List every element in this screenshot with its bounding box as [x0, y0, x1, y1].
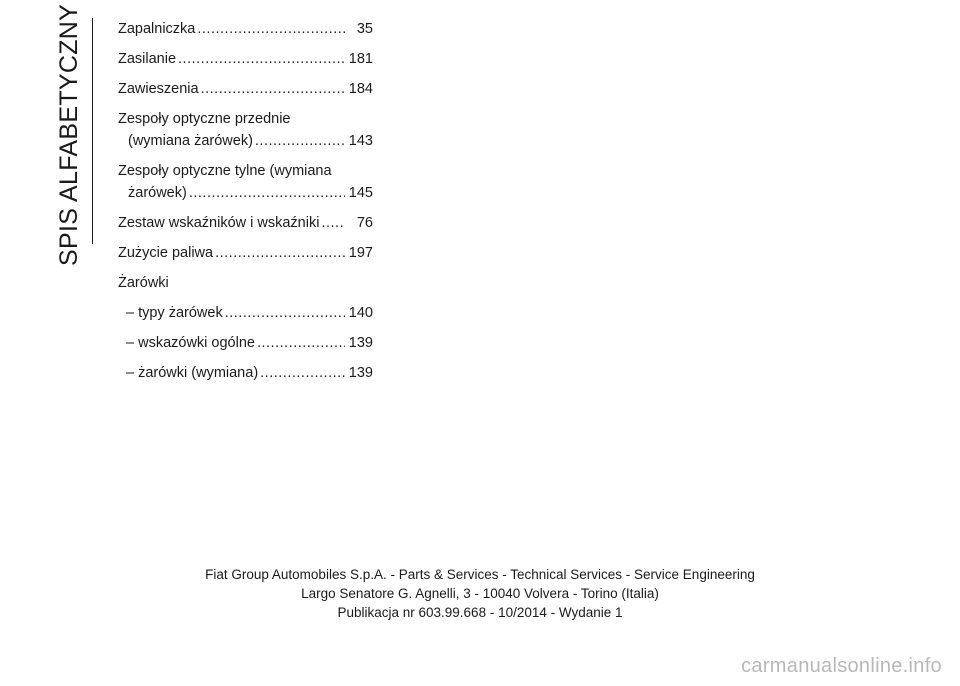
index-subentry[interactable]: [118, 302, 373, 324]
entry-label: Zespoły optyczne przednie: [118, 111, 291, 127]
index-heading-zarowki: Żarówki: [118, 275, 169, 291]
entry-label: – typy żarówek: [126, 305, 223, 321]
entry-page: 139: [348, 335, 373, 351]
section-title-vertical: SPIS ALFABETYCZNY: [55, 3, 83, 266]
entry-label: Zapalniczka: [118, 21, 196, 37]
entry-page: 184: [348, 81, 373, 97]
entry-label: Zestaw wskaźników i wskaźniki: [118, 215, 320, 231]
index-entry-zespoly-przednie[interactable]: [118, 108, 373, 152]
index-entry-zuzycie[interactable]: [118, 242, 373, 264]
footer-line-publication: Publikacja nr 603.99.668 - 10/2014 - Wydanie 1: [337, 605, 623, 620]
leader-dots: [197, 18, 345, 40]
leader-dots: [201, 78, 345, 100]
entry-page: 197: [348, 245, 373, 261]
footer-line-address: Largo Senatore G. Agnelli, 3 - 10040 Volvera - Torino (Italia): [301, 586, 659, 601]
entry-page: 139: [348, 365, 373, 381]
entry-label: Zawieszenia: [118, 81, 199, 97]
entry-page: 145: [348, 185, 373, 201]
entry-label-continued: żarówek): [128, 185, 187, 201]
leader-dots: [257, 332, 345, 354]
entry-page: 35: [356, 21, 373, 37]
entry-label-continued: (wymiana żarówek): [128, 133, 253, 149]
publisher-footer: [140, 565, 820, 622]
section-divider: [92, 18, 93, 244]
index-subentry[interactable]: [118, 362, 373, 384]
leader-dots: [260, 362, 345, 384]
index-entry-zawieszenia[interactable]: [118, 78, 373, 100]
entry-label: Zespoły optyczne tylne (wymiana: [118, 163, 332, 179]
leader-dots: [215, 242, 345, 264]
index-entry-zapalniczka[interactable]: [118, 18, 373, 40]
entry-page: 76: [356, 215, 373, 231]
index-entry-zespoly-tylne[interactable]: [118, 160, 373, 204]
alphabetical-index: [118, 18, 373, 384]
entry-label: Zużycie paliwa: [118, 245, 214, 261]
leader-dots: [189, 182, 345, 204]
leader-dots: [255, 130, 345, 152]
entry-page: 140: [348, 305, 373, 321]
entry-page: 143: [348, 133, 373, 149]
index-entry-zasilanie[interactable]: [118, 48, 373, 70]
site-watermark: carmanualsonline.info: [741, 655, 942, 677]
leader-dots: [321, 212, 345, 234]
entry-label: – wskazówki ogólne: [126, 335, 255, 351]
leader-dots: [225, 302, 345, 324]
entry-label: – żarówki (wymiana): [126, 365, 259, 381]
index-subentry[interactable]: [118, 332, 373, 354]
entry-label: Zasilanie: [118, 51, 177, 67]
entry-page: 181: [348, 51, 373, 67]
leader-dots: [178, 48, 345, 70]
index-entry-zestaw[interactable]: [118, 212, 373, 234]
footer-line-publisher: Fiat Group Automobiles S.p.A. - Parts & Services - Technical Services - Service Engineering: [205, 567, 755, 582]
